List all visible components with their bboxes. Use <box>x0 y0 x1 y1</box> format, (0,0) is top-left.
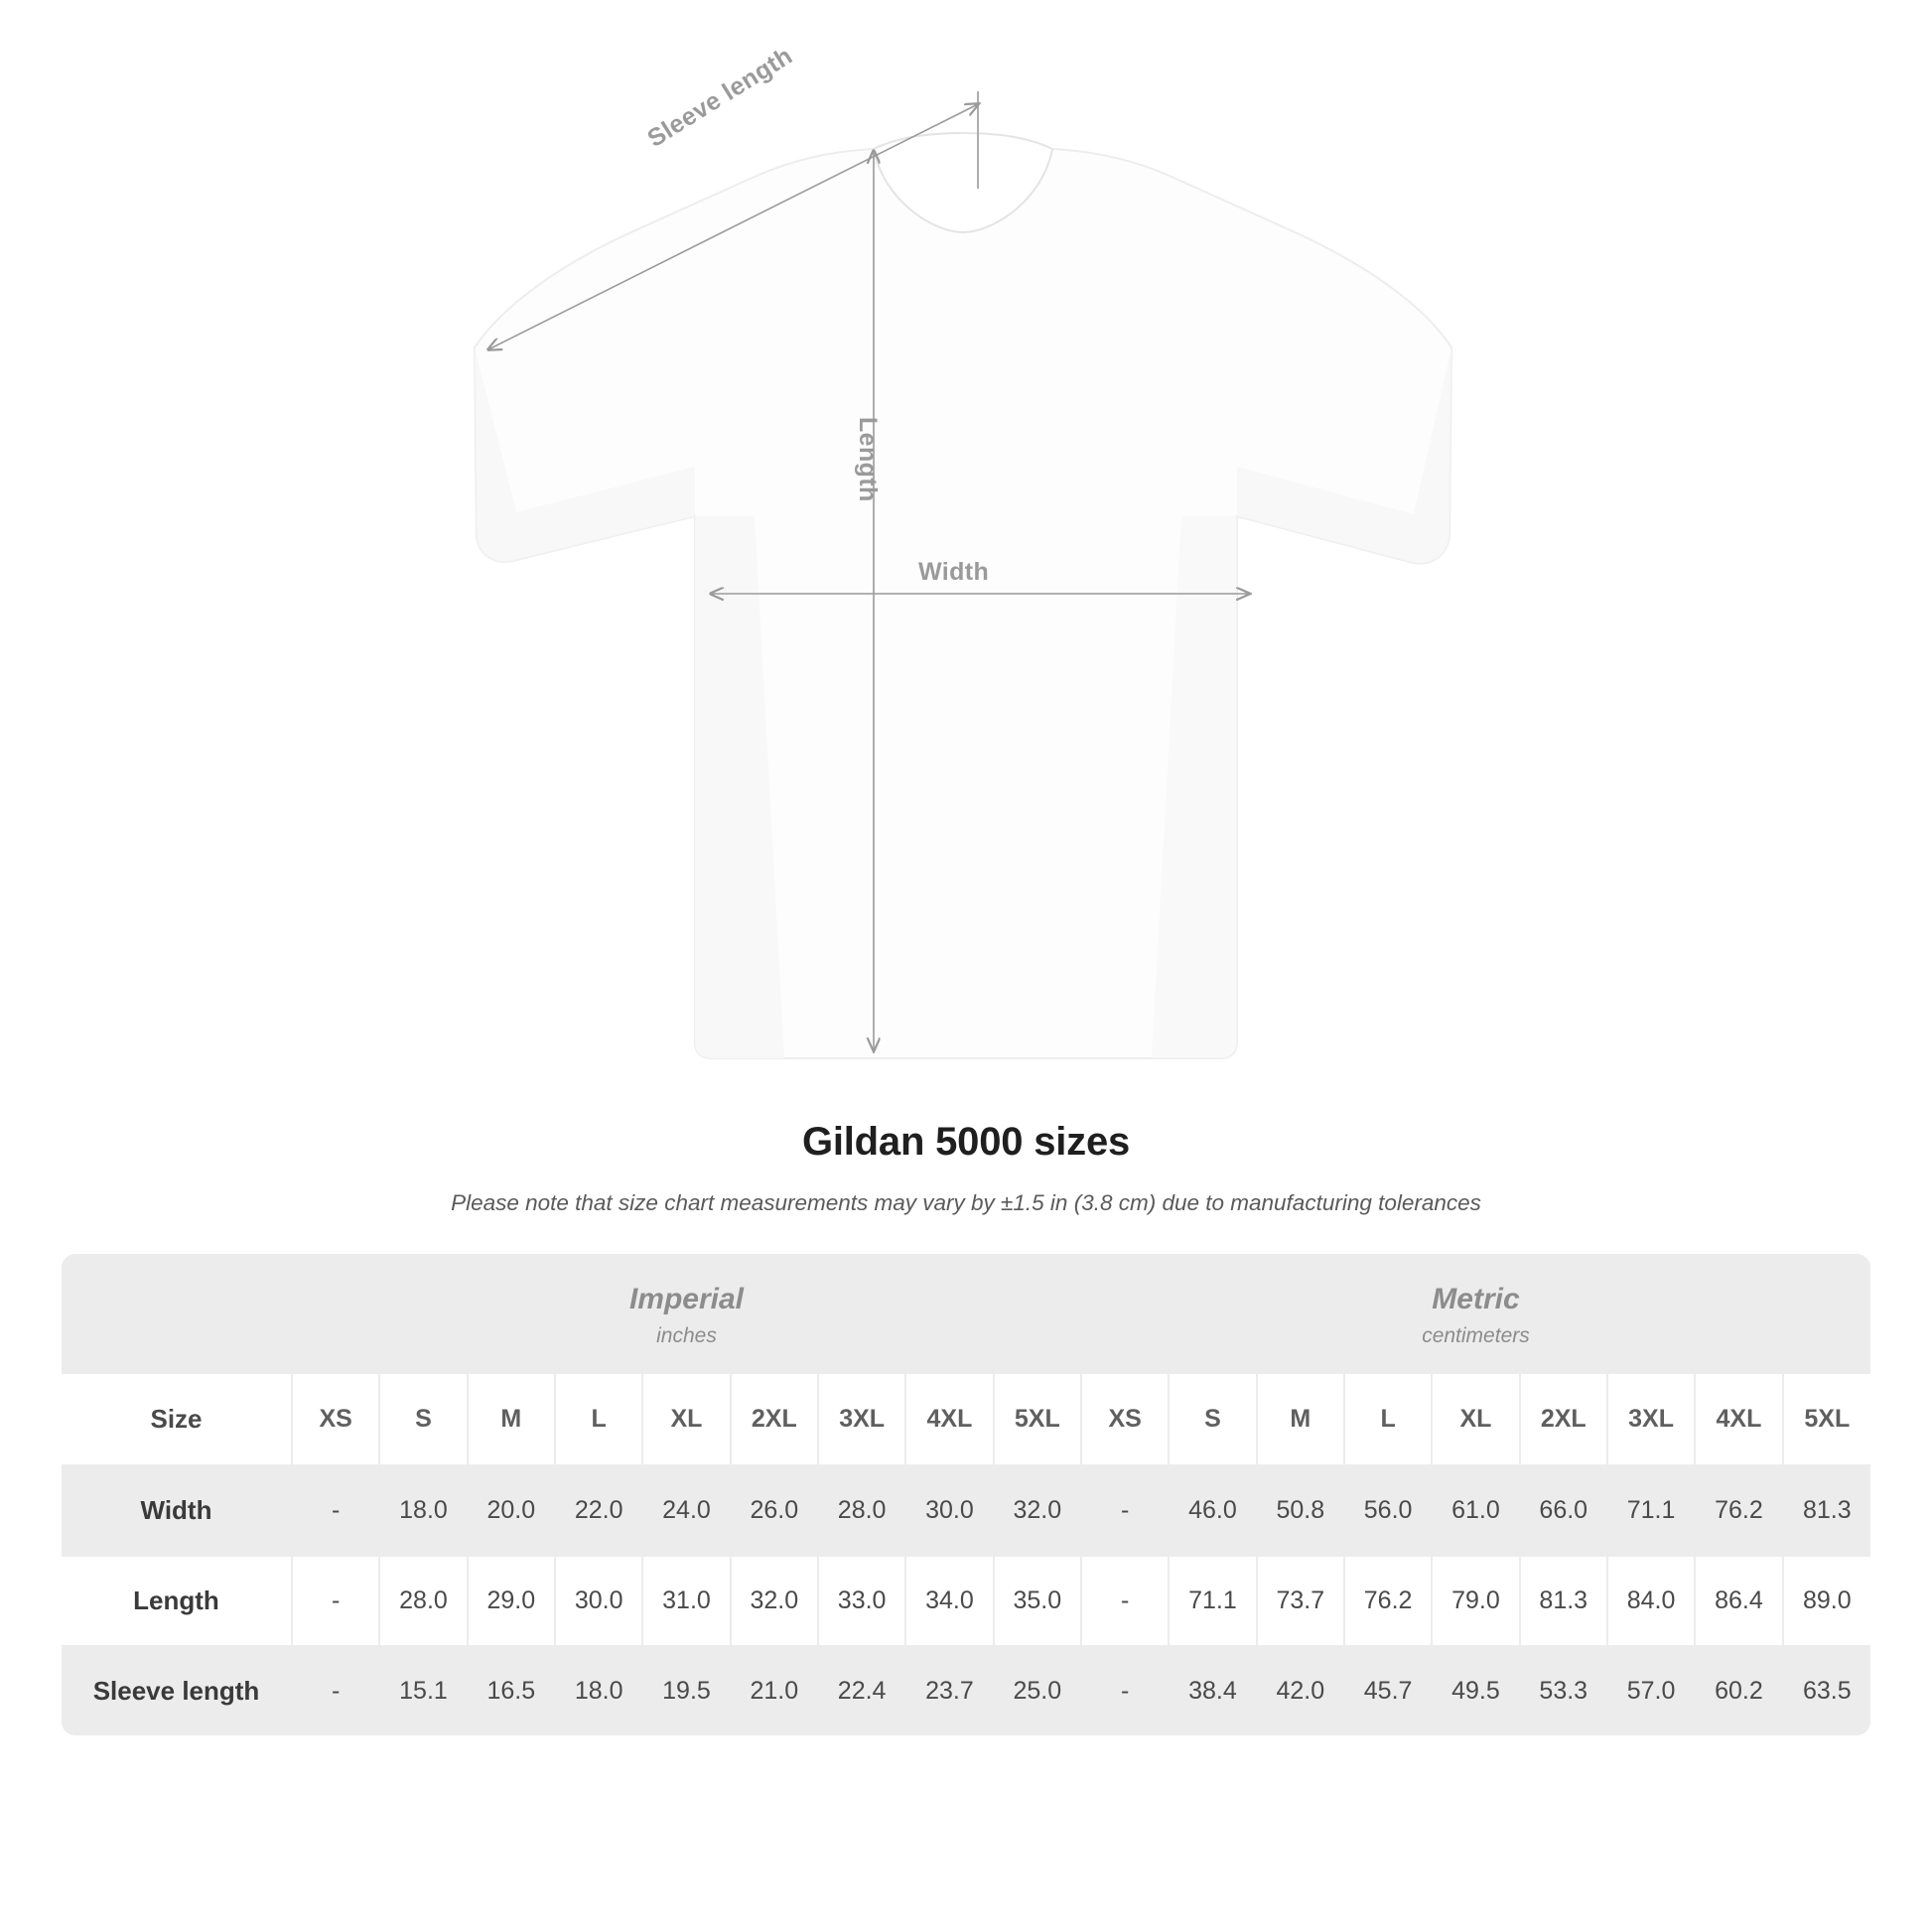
unit-header-spacer <box>62 1254 292 1374</box>
cell: 16.5 <box>468 1646 555 1735</box>
cell: 18.0 <box>379 1465 467 1556</box>
size-header-cell: 3XL <box>818 1374 905 1465</box>
cell: 35.0 <box>994 1556 1081 1646</box>
cell: 29.0 <box>468 1556 555 1646</box>
cell: 86.4 <box>1695 1556 1782 1646</box>
cell: 49.5 <box>1432 1646 1519 1735</box>
cell: 79.0 <box>1432 1556 1519 1646</box>
cell: 84.0 <box>1607 1556 1695 1646</box>
cell: 25.0 <box>994 1646 1081 1735</box>
length-label: Length <box>854 417 882 502</box>
row-label-sleeve-length: Sleeve length <box>62 1646 292 1735</box>
row-label-width: Width <box>62 1465 292 1556</box>
shirt-shape <box>475 133 1451 1058</box>
cell: 57.0 <box>1607 1646 1695 1735</box>
size-header-cell: XS <box>1081 1374 1169 1465</box>
tolerance-note: Please note that size chart measurements may vary by ±1.5 in (3.8 cm) due to manufacturing tolerances <box>451 1190 1481 1215</box>
cell: - <box>292 1646 379 1735</box>
cell: 56.0 <box>1344 1465 1432 1556</box>
cell: 33.0 <box>818 1556 905 1646</box>
cell: 20.0 <box>468 1465 555 1556</box>
cell: 71.1 <box>1607 1465 1695 1556</box>
size-header-cell: 2XL <box>731 1374 818 1465</box>
size-header-cell: S <box>379 1374 467 1465</box>
cell: 45.7 <box>1344 1646 1432 1735</box>
unit-sub-metric: centimeters <box>1422 1323 1530 1347</box>
size-header-cell: 2XL <box>1520 1374 1607 1465</box>
table-row <box>62 1646 1870 1735</box>
cell: 31.0 <box>642 1556 730 1646</box>
table-row <box>62 1465 1870 1556</box>
size-header-cell: 4XL <box>905 1374 993 1465</box>
unit-sub-imperial: inches <box>656 1323 717 1347</box>
cell: 81.3 <box>1520 1556 1607 1646</box>
cell: 61.0 <box>1432 1465 1519 1556</box>
size-header-cell: S <box>1169 1374 1256 1465</box>
size-header-row <box>62 1374 1870 1465</box>
cell: 22.0 <box>555 1465 642 1556</box>
size-header-cell: 3XL <box>1607 1374 1695 1465</box>
cell: 66.0 <box>1520 1465 1607 1556</box>
size-header-cell: 5XL <box>1783 1374 1870 1465</box>
cell: 26.0 <box>731 1465 818 1556</box>
cell: 30.0 <box>555 1556 642 1646</box>
cell: 73.7 <box>1257 1556 1344 1646</box>
cell: 76.2 <box>1344 1556 1432 1646</box>
title-block <box>0 1120 1932 1216</box>
size-header-cell: L <box>1344 1374 1432 1465</box>
size-header-cell: XS <box>292 1374 379 1465</box>
size-header-cell: M <box>468 1374 555 1465</box>
cell: 50.8 <box>1257 1465 1344 1556</box>
cell: 81.3 <box>1783 1465 1870 1556</box>
cell: 19.5 <box>642 1646 730 1735</box>
cell: 21.0 <box>731 1646 818 1735</box>
cell: 32.0 <box>731 1556 818 1646</box>
unit-header-row <box>62 1254 1870 1374</box>
cell: - <box>292 1556 379 1646</box>
size-header-cell: 5XL <box>994 1374 1081 1465</box>
size-header-cell: 4XL <box>1695 1374 1782 1465</box>
cell: - <box>292 1465 379 1556</box>
unit-name-metric: Metric <box>1432 1283 1520 1315</box>
cell: 30.0 <box>905 1465 993 1556</box>
page-title: Gildan 5000 sizes <box>801 1120 1131 1164</box>
cell: 60.2 <box>1695 1646 1782 1735</box>
size-header-cell: XL <box>1432 1374 1519 1465</box>
cell: 38.4 <box>1169 1646 1256 1735</box>
cell: 28.0 <box>818 1465 905 1556</box>
cell: 18.0 <box>555 1646 642 1735</box>
size-header-label: Size <box>62 1374 292 1465</box>
size-table <box>62 1254 1870 1735</box>
cell: 22.4 <box>818 1646 905 1735</box>
cell: 46.0 <box>1169 1465 1256 1556</box>
cell: 71.1 <box>1169 1556 1256 1646</box>
cell: 24.0 <box>642 1465 730 1556</box>
size-header-cell: L <box>555 1374 642 1465</box>
cell: 32.0 <box>994 1465 1081 1556</box>
row-label-length: Length <box>62 1556 292 1646</box>
sleeve-length-label: Sleeve length <box>642 42 798 153</box>
cell: - <box>1081 1465 1169 1556</box>
unit-header-metric <box>1081 1254 1870 1374</box>
cell: 53.3 <box>1520 1646 1607 1735</box>
size-header-cell: M <box>1257 1374 1344 1465</box>
cell: - <box>1081 1646 1169 1735</box>
width-label: Width <box>918 558 990 586</box>
table-row <box>62 1556 1870 1646</box>
cell: 28.0 <box>379 1556 467 1646</box>
unit-header-imperial <box>292 1254 1081 1374</box>
cell: 42.0 <box>1257 1646 1344 1735</box>
cell: 34.0 <box>905 1556 993 1646</box>
cell: 23.7 <box>905 1646 993 1735</box>
cell: 76.2 <box>1695 1465 1782 1556</box>
size-header-cell: XL <box>642 1374 730 1465</box>
size-table-wrapper <box>62 1254 1870 1735</box>
cell: 89.0 <box>1783 1556 1870 1646</box>
cell: - <box>1081 1556 1169 1646</box>
unit-name-imperial: Imperial <box>628 1283 744 1315</box>
cell: 63.5 <box>1783 1646 1870 1735</box>
cell: 15.1 <box>379 1646 467 1735</box>
